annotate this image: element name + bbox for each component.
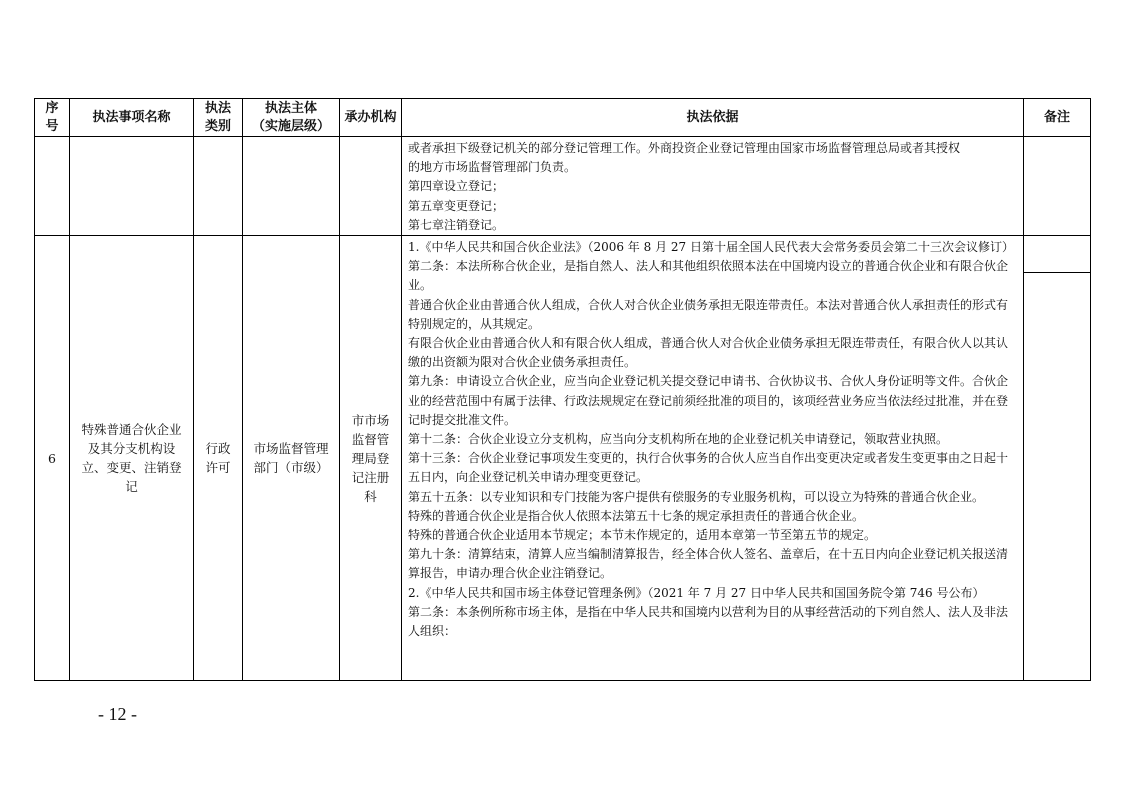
header-seq-label: 序 号 xyxy=(45,100,59,134)
remarks-divider xyxy=(1024,272,1090,273)
header-item-name xyxy=(70,99,194,137)
header-item-name-label: 执法事项名称 xyxy=(92,109,171,125)
basis-paragraph: 第九条：申请设立合伙企业，应当向企业登记机关提交登记申请书、合伙协议书、合伙人身份证明等文件。合伙企业的经营范围中有属于法律、行政法规规定在登记前须经批准的项目的，该项经营业务应当依法经过批准，并在登记时提交批准文件。 xyxy=(408,374,1009,427)
basis-paragraph: 第二条：本法所称合伙企业，是指自然人、法人和其他组织依照本法在中国境内设立的普通合伙企业和有限合伙企业。 xyxy=(408,259,1009,293)
cont-remarks-cell xyxy=(1024,137,1091,236)
header-agency-label: 承办机构 xyxy=(344,109,397,125)
row-basis-cell xyxy=(402,236,1024,681)
header-basis-label: 执法依据 xyxy=(686,109,739,125)
row-remarks-cell xyxy=(1024,236,1091,681)
cont-agency-cell xyxy=(340,137,402,236)
basis-paragraph: 有限合伙企业由普通合伙人和有限合伙人组成，普通合伙人对合伙企业债务承担无限连带责任，有限合伙人以其认缴的出资额为限对合伙企业债务承担责任。 xyxy=(408,336,1009,370)
basis-paragraph: 特殊的普通合伙企业是指合伙人依照本法第五十七条的规定承担责任的普通合伙企业。 xyxy=(408,508,865,523)
row-category-cell xyxy=(194,236,243,681)
row-item-name-cell xyxy=(70,236,194,681)
row-agency-cell xyxy=(340,236,402,681)
cont-subject-cell xyxy=(243,137,340,236)
header-subject-label: 执法主体 （实施层级） xyxy=(251,100,330,134)
enforcement-table xyxy=(34,98,1091,681)
basis-line: 的地方市场监督管理部门负责。 xyxy=(408,160,577,175)
page-number: - 12 - xyxy=(98,704,137,724)
cont-seq-cell xyxy=(35,137,70,236)
basis-paragraph: 普通合伙企业由普通合伙人组成，合伙人对合伙企业债务承担无限连带责任。本法对普通合伙人承担责任的形式有特别规定的，从其规定。 xyxy=(408,297,1009,331)
cont-item-cell xyxy=(70,137,194,236)
header-category xyxy=(194,99,243,137)
header-category-label: 执法 类别 xyxy=(204,100,231,134)
basis-line: 第四章设立登记； xyxy=(408,179,505,194)
table-row xyxy=(35,236,1091,681)
basis-line: 第七章注销登记。 xyxy=(408,217,505,232)
basis-paragraph: 第十二条：合伙企业设立分支机构，应当向分支机构所在地的企业登记机关申请登记，领取营业执照。 xyxy=(408,432,949,447)
basis-line: 第五章变更登记； xyxy=(408,198,505,213)
row-seq-cell xyxy=(35,236,70,681)
header-remarks-label: 备注 xyxy=(1043,109,1070,125)
basis-paragraph: 第五十五条：以专业知识和专门技能为客户提供有偿服务的专业服务机构，可以设立为特殊的普通合伙企业。 xyxy=(408,489,985,504)
basis-paragraph: 第二条：本条例所称市场主体，是指在中华人民共和国境内以营利为目的从事经营活动的下列自然人、法人及非法人组织： xyxy=(408,604,1009,639)
basis-paragraph: 特殊的普通合伙企业适用本节规定；本节未作规定的，适用本章第一节至第五节的规定。 xyxy=(408,528,877,543)
cont-category-cell xyxy=(194,137,243,236)
basis-paragraph: 2.《中华人民共和国市场主体登记管理条例》（2021 年 7 月 27 日中华人民共和国国务院令第 746 号公布） xyxy=(408,585,985,600)
header-row xyxy=(35,99,1091,137)
row-item-name: 特殊普通合伙企业及其分支机构设立、变更、注销登记 xyxy=(81,422,182,495)
basis-paragraph: 1.《中华人民共和国合伙企业法》（2006 年 8 月 27 日第十届全国人民代表大会常务委员会第二十三次会议修订） xyxy=(408,240,1014,255)
row-agency: 市市场监督管理局登记注册科 xyxy=(351,412,390,504)
header-agency xyxy=(340,99,402,137)
row-subject-cell xyxy=(243,236,340,681)
row-seq: 6 xyxy=(48,450,56,466)
cont-basis-cell xyxy=(402,137,1024,236)
header-remarks xyxy=(1024,99,1091,137)
basis-paragraph: 第十三条：合伙企业登记事项发生变更的，执行合伙事务的合伙人应当自作出变更决定或者发生变更事由之日起十五日内，向企业登记机关申请办理变更登记。 xyxy=(408,451,1009,485)
header-seq xyxy=(35,99,70,137)
header-subject xyxy=(243,99,340,137)
header-basis xyxy=(402,99,1024,137)
row-subject: 市场监督管理部门（市级） xyxy=(253,441,329,476)
row-category: 行政许可 xyxy=(205,441,231,476)
basis-line: 或者承担下级登记机关的部分登记管理工作。外商投资企业登记管理由国家市场监督管理总局或者其授权 xyxy=(408,141,961,155)
basis-paragraph: 第九十条：清算结束，清算人应当编制清算报告，经全体合伙人签名、盖章后，在十五日内向企业登记机关报送清算报告，申请办理合伙企业注销登记。 xyxy=(408,547,1009,581)
continuation-row xyxy=(35,137,1091,236)
